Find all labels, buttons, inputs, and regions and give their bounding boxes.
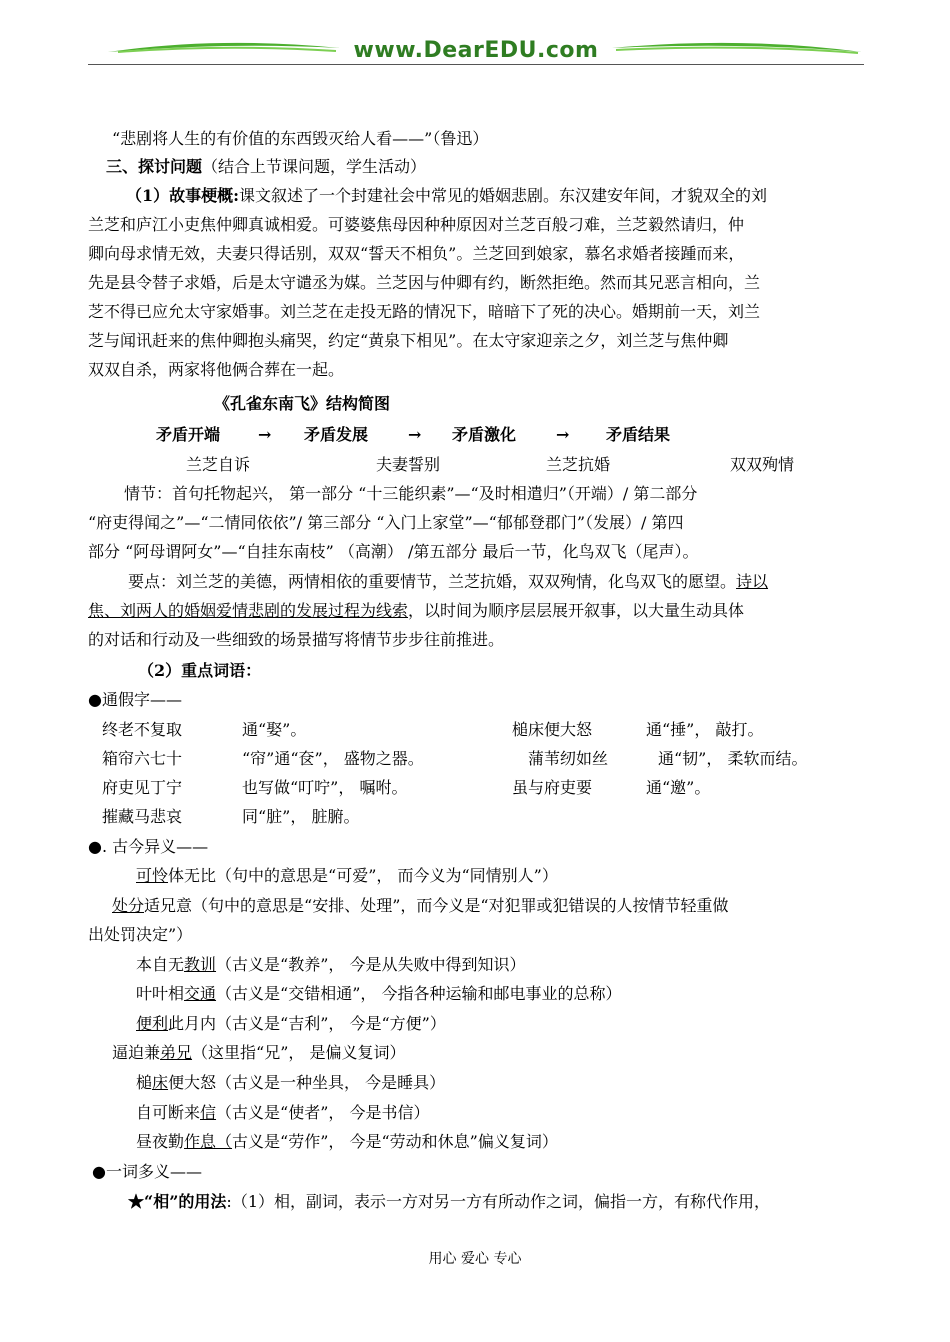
gujin-term: 便利 bbox=[136, 1014, 169, 1033]
gujin-expl: 适兄意（句中的意思是“安排、处理”，而今义是“对犯罪或犯错误的人按情节轻重做 bbox=[144, 896, 729, 915]
story-line-4: 先是县令替子求婚，后是太守谴丞为媒。兰芝因与仲卿有约，断然拒绝。然而其兄恶言相向，兰 bbox=[88, 273, 761, 292]
gujin-term: 作息（ bbox=[184, 1132, 233, 1151]
plot-line-3: 部分 “阿母谓阿女”—“自挂东南枝” （高潮） /第五部分 最后一节，化鸟双飞（尾声）。 bbox=[88, 542, 699, 561]
gujin-term: 床 bbox=[152, 1073, 169, 1092]
section-3-note: （结合上节课问题，学生活动） bbox=[202, 157, 427, 176]
gujin-item-5 bbox=[136, 1013, 446, 1035]
gujin-item-6 bbox=[112, 1042, 405, 1064]
gujin-item-2-cont bbox=[88, 924, 192, 946]
tongjia-expl-5: 也写做“叮咛”， 嘱咐。 bbox=[242, 778, 408, 797]
section-3-heading bbox=[106, 156, 426, 178]
tongjia-word-2: 槌床便大怒 bbox=[512, 720, 593, 739]
gujin-item-1 bbox=[136, 865, 558, 887]
event-1: 兰芝自诉 bbox=[186, 455, 251, 474]
gujin-item-7 bbox=[136, 1072, 445, 1094]
tongjia-word-7: 摧藏马悲哀 bbox=[102, 807, 183, 826]
gujin-term: 交通 bbox=[184, 984, 217, 1003]
xiang-usage-line bbox=[128, 1191, 770, 1213]
gujin-expl: （这里指“兄”， 是偏义复词） bbox=[192, 1043, 406, 1062]
tongjia-expl-7: 同“脏”， 脏腑。 bbox=[242, 807, 360, 826]
story-label: （1）故事梗概: bbox=[126, 186, 240, 205]
arrow-2: → bbox=[408, 425, 422, 444]
gujin-expl: （古义是“教养”， 今是从失败中得到知识） bbox=[216, 955, 526, 974]
gujin-expl: 便大怒（古义是一种坐具， 今是睡具） bbox=[168, 1073, 446, 1092]
gujin-item-8 bbox=[136, 1102, 429, 1124]
gujin-pre: 本自无 bbox=[136, 955, 185, 974]
story-line-1 bbox=[126, 185, 767, 207]
tongjia-word-3: 箱帘六七十 bbox=[102, 749, 183, 768]
event-2: 夫妻誓别 bbox=[376, 455, 441, 474]
tongjia-expl-1: 通“娶”。 bbox=[242, 720, 307, 739]
gujin-expl: 体无比（句中的意思是“可爱”， 而今义为“同情别人”） bbox=[168, 866, 558, 885]
stage-start: 矛盾开端 bbox=[156, 425, 221, 444]
stage-result: 矛盾结果 bbox=[606, 425, 671, 444]
header-rule bbox=[88, 64, 864, 65]
event-4: 双双殉情 bbox=[730, 455, 795, 474]
tongjia-word-5: 府吏见丁宁 bbox=[102, 778, 183, 797]
plot-line-2: “府吏得闻之”—“二情同依依”/ 第三部分 “入门上家堂”—“郁郁登郡门”（发展）/ 第四 bbox=[88, 513, 684, 532]
tongjia-expl-3: “帘”通“奁”， 盛物之器。 bbox=[242, 749, 424, 768]
gujin-pre: 叶叶相 bbox=[136, 984, 185, 1003]
story-text-1: 课文叙述了一个封建社会中常见的婚姻悲剧。东汉建安年间，才貌双全的刘 bbox=[239, 186, 768, 205]
structure-title: 《孔雀东南飞》结构简图 bbox=[214, 394, 391, 413]
arrow-3: → bbox=[556, 425, 570, 444]
tongjia-expl-2: 通“捶”， 敲打。 bbox=[646, 720, 764, 739]
tongjia-expl-4: 通“韧”， 柔软而结。 bbox=[658, 749, 808, 768]
gujin-heading: ●. 古今异义—— bbox=[88, 837, 209, 856]
xiang-text: :（1）相，副词，表示一方对另一方有所动作之词，偏指一方，有称代作用， bbox=[226, 1192, 770, 1211]
story-line-6: 芝与闻讯赶来的焦仲卿抱头痛哭，约定“黄泉下相见”。在太守家迎亲之夕，刘兰芝与焦仲卿 bbox=[88, 331, 729, 350]
vocab-title: （2）重点词语： bbox=[138, 661, 262, 680]
stage-climax: 矛盾激化 bbox=[452, 425, 517, 444]
gujin-pre: 槌 bbox=[136, 1073, 153, 1092]
keypoints-text-1: 要点：刘兰芝的美德，两情相依的重要情节，兰芝抗婚，双双殉情，化鸟双飞的愿望。 bbox=[128, 572, 737, 591]
gujin-item-3 bbox=[136, 954, 525, 976]
gujin-term: 可怜 bbox=[136, 866, 169, 885]
keypoints-line-1 bbox=[128, 571, 768, 593]
xiang-label: ★“相”的用法 bbox=[128, 1192, 227, 1211]
stage-development: 矛盾发展 bbox=[304, 425, 369, 444]
tongjia-word-6: 虽与府吏要 bbox=[512, 778, 593, 797]
right-swoosh-graphic bbox=[612, 38, 862, 58]
keypoints-underline-2: 焦、刘两人的婚姻爱情悲剧的发展过程为线索 bbox=[88, 601, 409, 620]
gujin-term: 信 bbox=[200, 1103, 217, 1122]
story-line-5: 芝不得已应允太守家婚事。刘兰芝在走投无路的情况下，暗暗下了死的决心。婚期前一天，刘兰 bbox=[88, 302, 761, 321]
duoyi-heading: ●一词多义—— bbox=[92, 1162, 202, 1181]
tongjia-word-1: 终老不复取 bbox=[102, 720, 183, 739]
site-logo-text: www.DearEDU.com bbox=[353, 38, 599, 63]
tongjia-word-4: 蒲苇纫如丝 bbox=[528, 749, 609, 768]
story-line-7: 双双自杀，两家将他俩合葬在一起。 bbox=[88, 360, 345, 379]
keypoints-line-2 bbox=[88, 600, 744, 622]
gujin-pre: 昼夜勤 bbox=[136, 1132, 185, 1151]
page-footer: 用心 爱心 专心 bbox=[428, 1251, 522, 1267]
tongjia-expl-6: 通“邀”。 bbox=[646, 778, 711, 797]
section-3-title: 三、探讨问题 bbox=[106, 157, 203, 176]
gujin-expl: 此月内（古义是“吉利”， 今是“方便”） bbox=[168, 1014, 446, 1033]
keypoints-line-3: 的对话和行动及一些细致的场景描写将情节步步往前推进。 bbox=[88, 630, 505, 649]
plot-line-1: 情节：首句托物起兴， 第一部分 “十三能织素”—“及时相遣归”（开端）/ 第二部分 bbox=[124, 484, 698, 503]
keypoints-underline-1: 诗以 bbox=[736, 572, 769, 591]
gujin-term: 弟兄 bbox=[160, 1043, 193, 1062]
story-line-2: 兰芝和庐江小吏焦仲卿真诚相爱。可婆婆焦母因种种原因对兰芝百般刁难，兰芝毅然请归，仲 bbox=[88, 215, 745, 234]
gujin-expl: （古义是“交错相通”， 今指各种运输和邮电事业的总称） bbox=[216, 984, 622, 1003]
gujin-item-4 bbox=[136, 983, 621, 1005]
story-line-3: 卿向母求情无效，夫妻只得话别，双双“誓天不相负”。兰芝回到娘家，慕名求婚者接踵而来， bbox=[88, 244, 745, 263]
gujin-term: 教训 bbox=[184, 955, 217, 974]
left-swoosh-graphic bbox=[108, 38, 340, 58]
gujin-pre: 自可断来 bbox=[136, 1103, 201, 1122]
gujin-term: 处分 bbox=[112, 896, 145, 915]
gujin-expl: 古义是“劳作”， 今是“劳动和休息”偏义复词） bbox=[232, 1132, 558, 1151]
keypoints-text-2: ，以时间为顺序层层展开叙事，以大量生动具体 bbox=[408, 601, 745, 620]
tongjia-heading: ●通假字—— bbox=[88, 690, 182, 709]
gujin-pre: 出处罚决定”） bbox=[88, 925, 193, 944]
event-3: 兰芝抗婚 bbox=[546, 455, 611, 474]
gujin-item-9 bbox=[136, 1131, 558, 1153]
lu-xun-quote: “悲剧将人生的有价值的东西毁灭给人看——”（鲁迅） bbox=[112, 129, 489, 148]
gujin-expl: （古义是“使者”， 今是书信） bbox=[216, 1103, 430, 1122]
gujin-item-2 bbox=[112, 895, 729, 917]
page-header bbox=[88, 30, 864, 74]
arrow-1: → bbox=[258, 425, 272, 444]
gujin-pre: 逼迫兼 bbox=[112, 1043, 161, 1062]
